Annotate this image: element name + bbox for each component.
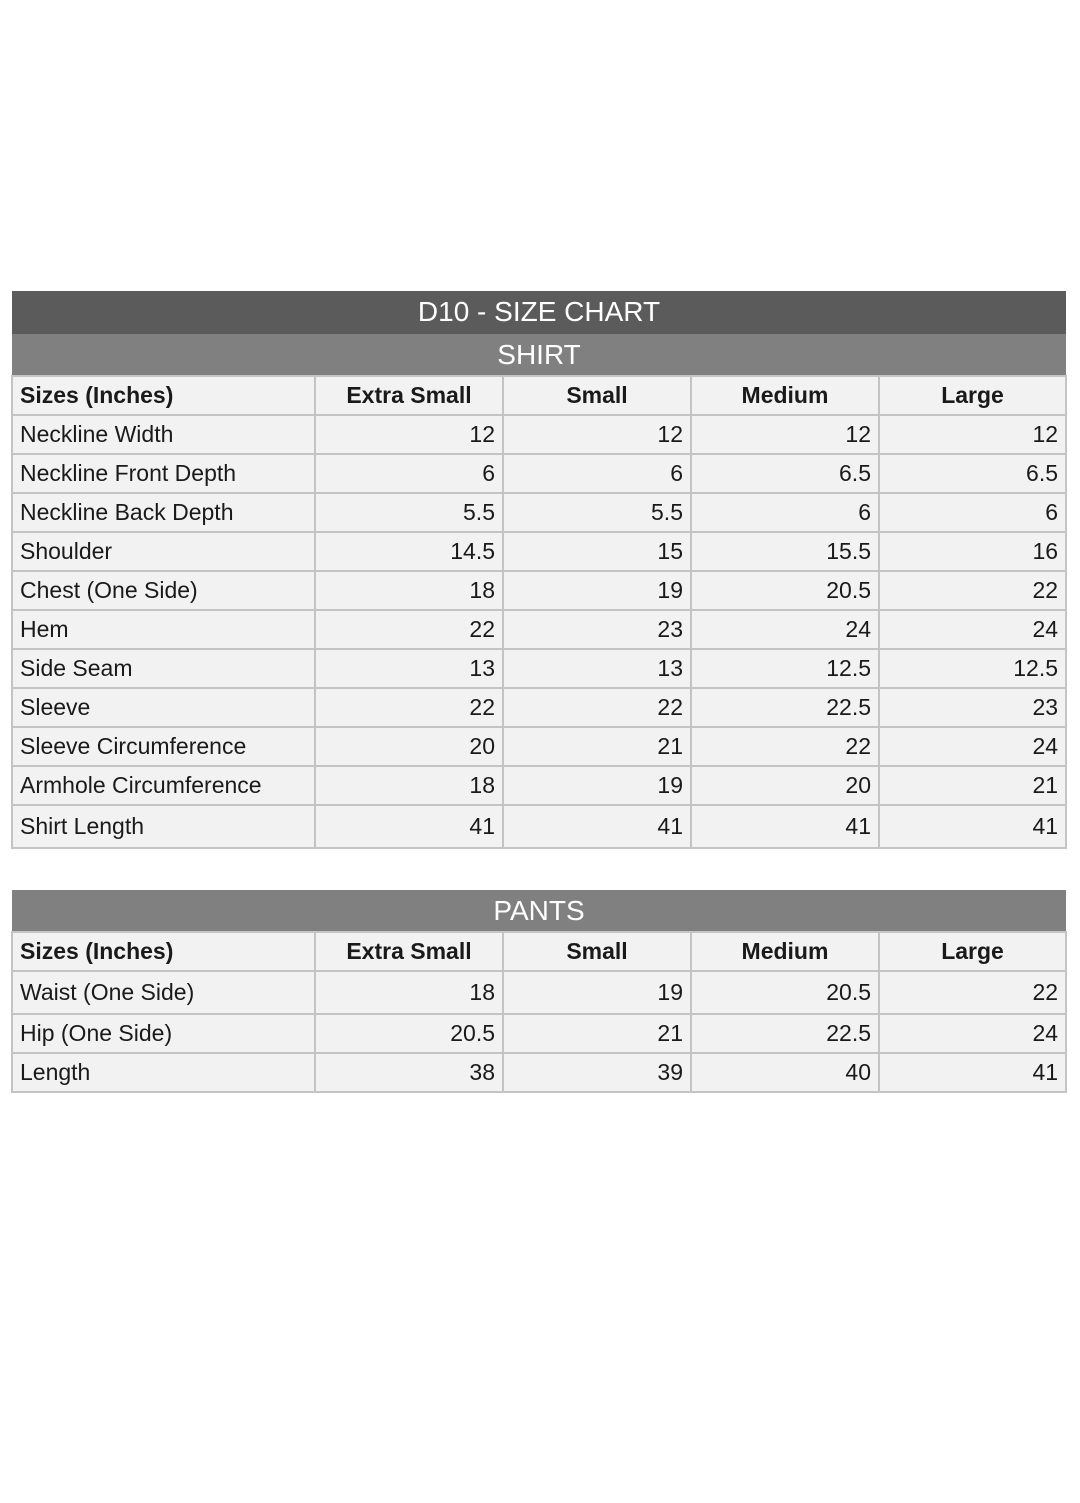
column-header: Large — [879, 376, 1066, 415]
table-row — [12, 766, 1066, 805]
table-cell: 6 — [315, 454, 503, 493]
table-cell: 23 — [879, 688, 1066, 727]
table-cell: 12.5 — [691, 649, 879, 688]
column-header: Sizes (Inches) — [12, 376, 315, 415]
table-cell: 20.5 — [691, 971, 879, 1014]
column-header: Medium — [691, 376, 879, 415]
column-header: Large — [879, 932, 1066, 971]
column-header: Small — [503, 932, 691, 971]
table-cell: 39 — [503, 1053, 691, 1092]
pants-header-row — [12, 932, 1066, 971]
table-cell: 13 — [503, 649, 691, 688]
shirt-size-table — [11, 291, 1067, 849]
table-cell: 20 — [691, 766, 879, 805]
row-label: Sleeve — [12, 688, 315, 727]
table-cell: 38 — [315, 1053, 503, 1092]
table-cell: 13 — [315, 649, 503, 688]
table-row — [12, 805, 1066, 848]
table-cell: 24 — [691, 610, 879, 649]
table-cell: 6.5 — [691, 454, 879, 493]
table-cell: 19 — [503, 971, 691, 1014]
table-cell: 22.5 — [691, 1014, 879, 1053]
table-cell: 5.5 — [315, 493, 503, 532]
table-cell: 15.5 — [691, 532, 879, 571]
row-label: Armhole Circumference — [12, 766, 315, 805]
table-cell: 14.5 — [315, 532, 503, 571]
row-label: Shirt Length — [12, 805, 315, 848]
table-cell: 19 — [503, 571, 691, 610]
table-cell: 6 — [503, 454, 691, 493]
table-cell: 22 — [879, 571, 1066, 610]
table-cell: 12 — [879, 415, 1066, 454]
table-row — [12, 649, 1066, 688]
row-label: Neckline Back Depth — [12, 493, 315, 532]
table-cell: 21 — [503, 1014, 691, 1053]
row-label: Hip (One Side) — [12, 1014, 315, 1053]
table-cell: 16 — [879, 532, 1066, 571]
row-label: Sleeve Circumference — [12, 727, 315, 766]
table-row — [12, 688, 1066, 727]
table-cell: 20 — [315, 727, 503, 766]
pants-section-title: PANTS — [12, 890, 1066, 932]
table-cell: 40 — [691, 1053, 879, 1092]
table-cell: 20.5 — [691, 571, 879, 610]
row-label: Neckline Width — [12, 415, 315, 454]
row-label: Hem — [12, 610, 315, 649]
table-cell: 22 — [691, 727, 879, 766]
table-cell: 24 — [879, 1014, 1066, 1053]
table-cell: 12.5 — [879, 649, 1066, 688]
shirt-section-row — [12, 334, 1066, 377]
table-row — [12, 493, 1066, 532]
table-cell: 22 — [879, 971, 1066, 1014]
table-cell: 22 — [315, 610, 503, 649]
row-label: Side Seam — [12, 649, 315, 688]
table-cell: 24 — [879, 610, 1066, 649]
table-row — [12, 1053, 1066, 1092]
table-cell: 20.5 — [315, 1014, 503, 1053]
table-row — [12, 610, 1066, 649]
table-cell: 21 — [879, 766, 1066, 805]
table-cell: 41 — [691, 805, 879, 848]
table-cell: 21 — [503, 727, 691, 766]
table-cell: 24 — [879, 727, 1066, 766]
table-row — [12, 454, 1066, 493]
table-row — [12, 727, 1066, 766]
table-cell: 18 — [315, 971, 503, 1014]
table-cell: 12 — [503, 415, 691, 454]
row-label: Length — [12, 1053, 315, 1092]
column-header: Sizes (Inches) — [12, 932, 315, 971]
column-header: Small — [503, 376, 691, 415]
table-cell: 12 — [315, 415, 503, 454]
table-cell: 41 — [879, 805, 1066, 848]
table-cell: 22.5 — [691, 688, 879, 727]
table-cell: 5.5 — [503, 493, 691, 532]
table-row — [12, 415, 1066, 454]
pants-size-table — [11, 890, 1067, 1093]
table-cell: 19 — [503, 766, 691, 805]
shirt-section-title: SHIRT — [12, 334, 1066, 377]
table-cell: 41 — [503, 805, 691, 848]
shirt-header-row — [12, 376, 1066, 415]
table-row — [12, 1014, 1066, 1053]
column-header: Extra Small — [315, 376, 503, 415]
table-cell: 15 — [503, 532, 691, 571]
table-cell: 18 — [315, 571, 503, 610]
table-cell: 6 — [879, 493, 1066, 532]
table-row — [12, 571, 1066, 610]
chart-title-row — [12, 291, 1066, 334]
table-cell: 22 — [503, 688, 691, 727]
table-cell: 12 — [691, 415, 879, 454]
column-header: Extra Small — [315, 932, 503, 971]
chart-title: D10 - SIZE CHART — [12, 291, 1066, 334]
table-cell: 6.5 — [879, 454, 1066, 493]
row-label: Neckline Front Depth — [12, 454, 315, 493]
table-cell: 6 — [691, 493, 879, 532]
table-cell: 22 — [315, 688, 503, 727]
table-cell: 23 — [503, 610, 691, 649]
table-cell: 41 — [879, 1053, 1066, 1092]
pants-section-row — [12, 890, 1066, 932]
row-label: Shoulder — [12, 532, 315, 571]
table-row — [12, 971, 1066, 1014]
table-cell: 18 — [315, 766, 503, 805]
row-label: Waist (One Side) — [12, 971, 315, 1014]
table-cell: 41 — [315, 805, 503, 848]
row-label: Chest (One Side) — [12, 571, 315, 610]
table-row — [12, 532, 1066, 571]
column-header: Medium — [691, 932, 879, 971]
